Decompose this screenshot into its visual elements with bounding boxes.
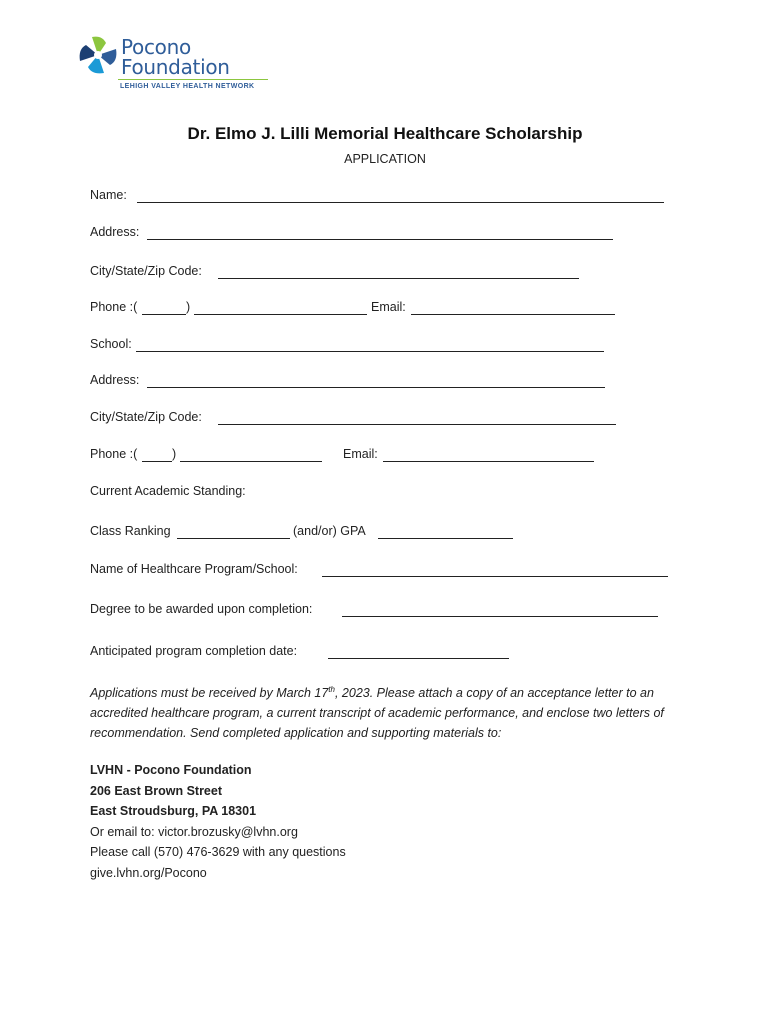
school-email-label: Email: (343, 447, 378, 461)
city-state-zip-field[interactable] (218, 278, 579, 279)
phone-number-field[interactable] (194, 314, 367, 315)
school-address-field[interactable] (147, 387, 605, 388)
logo-name-line2: Foundation (121, 55, 230, 79)
school-email-field[interactable] (383, 461, 594, 462)
school-city-state-zip-label: City/State/Zip Code: (90, 410, 202, 424)
address-label: Address: (90, 225, 140, 239)
program-field[interactable] (322, 576, 668, 577)
phone-paren-close: ) (186, 300, 191, 314)
school-label: School: (90, 337, 132, 351)
school-address-label: Address: (90, 373, 140, 387)
school-phone-label: Phone :( (90, 447, 138, 461)
address-field[interactable] (147, 239, 613, 240)
notice-part2: , 2023. Please attach a copy of an acceptance letter to an accredited healthcare program, a current transcript of academic performance, and enclose two letters of recommendation. Send completed application and supporting materials to: (90, 686, 664, 741)
school-phone-paren-close: ) (172, 447, 177, 461)
notice-part1: Applications must be received by March 17 (90, 686, 329, 701)
contact-org: LVHN - Pocono Foundation (90, 763, 252, 777)
form-title: Dr. Elmo J. Lilli Memorial Healthcare Scholarship (187, 124, 583, 143)
school-city-state-zip-field[interactable] (218, 424, 616, 425)
academic-standing-label: Current Academic Standing: (90, 484, 246, 498)
logo-network: LEHIGH VALLEY HEALTH NETWORK (120, 83, 255, 90)
school-phone-number-field[interactable] (180, 461, 322, 462)
form-subtitle: APPLICATION (344, 152, 426, 166)
school-field[interactable] (136, 351, 604, 352)
completion-date-field[interactable] (328, 658, 509, 659)
school-phone-area-code-field[interactable] (142, 461, 172, 462)
contact-email: Or email to: victor.brozusky@lvhn.org (90, 824, 298, 839)
pocono-foundation-logo (78, 33, 278, 93)
pinwheel-logo-icon (78, 35, 118, 75)
class-ranking-field[interactable] (177, 538, 290, 539)
degree-field[interactable] (342, 616, 658, 617)
degree-label: Degree to be awarded upon completion: (90, 602, 313, 616)
email-field[interactable] (411, 314, 615, 315)
contact-block (90, 760, 346, 883)
contact-phone: Please call (570) 476-3629 with any questions (90, 845, 346, 859)
name-field[interactable] (137, 202, 664, 203)
class-ranking-label: Class Ranking (90, 524, 171, 538)
notice-superscript: th (328, 685, 335, 694)
phone-label: Phone :( (90, 300, 138, 314)
email-label: Email: (371, 300, 406, 314)
submission-instructions (90, 680, 710, 743)
contact-city: East Stroudsburg, PA 18301 (90, 804, 257, 818)
logo-name-line1: Pocono (121, 35, 191, 59)
contact-website: give.lvhn.org/Pocono (90, 865, 207, 880)
program-label: Name of Healthcare Program/School: (90, 562, 298, 576)
gpa-label: (and/or) GPA (293, 524, 366, 538)
phone-area-code-field[interactable] (142, 314, 186, 315)
contact-street: 206 East Brown Street (90, 783, 222, 798)
completion-date-label: Anticipated program completion date: (90, 644, 298, 658)
logo-divider (118, 79, 268, 80)
name-label: Name: (90, 188, 127, 202)
city-state-zip-label: City/State/Zip Code: (90, 264, 202, 278)
gpa-field[interactable] (378, 538, 513, 539)
